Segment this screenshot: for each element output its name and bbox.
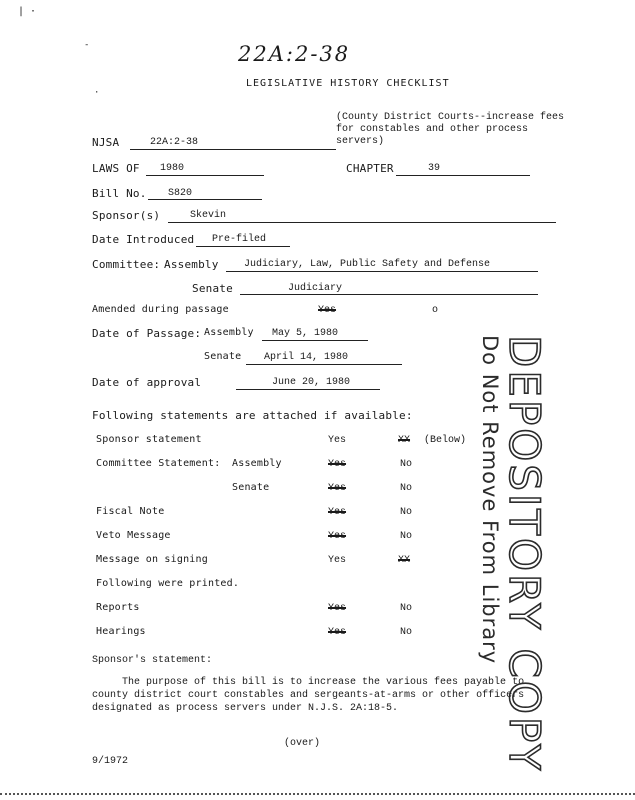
passage-senate-value: April 14, 1980 [264, 352, 349, 363]
chapter-label: CHAPTER [346, 162, 394, 175]
sponsor-statement-text: The purpose of this bill is to increase the various fees payable to county district court constables and sergeants-at-arms or other officers designated as process servers under N.J.S. 2A:18-5. [92, 677, 525, 714]
passage-senate-underline [246, 364, 402, 365]
veto-message-no: No [400, 531, 413, 542]
njsa-label: NJSA [92, 136, 120, 149]
laws-of-label: LAWS OF [92, 162, 140, 175]
committee-assembly-yes: Yes [328, 459, 347, 470]
committee-assembly-no: No [400, 459, 413, 470]
hearings-yes: Yes [328, 627, 347, 638]
njsa-underline [130, 149, 336, 150]
sponsor-label: Sponsor(s) [92, 209, 161, 222]
hearings-label: Hearings [96, 626, 146, 637]
fiscal-note-label: Fiscal Note [96, 506, 165, 517]
passage-senate-label: Senate [204, 351, 242, 362]
laws-of-value: 1980 [160, 163, 185, 174]
chapter-value: 39 [428, 163, 441, 174]
committee-senate-yes: Yes [328, 483, 347, 494]
passage-assembly-label: Assembly [204, 327, 254, 338]
corner-mark: | · [18, 6, 37, 17]
passage-assembly-value: May 5, 1980 [272, 328, 339, 339]
sponsor-underline [168, 222, 556, 223]
committee-senate-underline [240, 294, 538, 295]
bill-no-label: Bill No. [92, 187, 147, 200]
sponsor-statement-heading: Sponsor's statement: [92, 655, 213, 666]
bill-description: (County District Courts--increase fees for constables and other process servers) [336, 112, 565, 147]
date-of-approval-value: June 20, 1980 [272, 377, 351, 388]
committee-assembly-label: Assembly [164, 258, 219, 271]
chapter-underline [396, 175, 530, 176]
reports-label: Reports [96, 602, 140, 613]
reports-no: No [400, 603, 413, 614]
date-of-approval-underline [236, 389, 380, 390]
njsa-value: 22A:2-38 [150, 137, 199, 148]
stray-mark: - [84, 40, 90, 50]
over-note: (over) [284, 738, 321, 749]
message-on-signing-label: Message on signing [96, 554, 208, 565]
page-title: LEGISLATIVE HISTORY CHECKLIST [246, 78, 450, 89]
fiscal-note-yes: Yes [328, 507, 347, 518]
sponsor-value: Skevin [190, 210, 227, 221]
committee-senate-no: No [400, 483, 413, 494]
amended-yes: Yes [318, 305, 337, 316]
committee-label: Committee: [92, 258, 161, 271]
veto-message-label: Veto Message [96, 530, 171, 541]
fiscal-note-no: No [400, 507, 413, 518]
committee-senate-value: Judiciary [288, 283, 343, 294]
passage-assembly-underline [262, 340, 368, 341]
laws-of-underline [146, 175, 264, 176]
committee-statement-senate-label: Senate [232, 482, 270, 493]
bottom-dotted-edge [0, 793, 635, 799]
committee-assembly-value: Judiciary, Law, Public Safety and Defense [244, 259, 491, 270]
printed-intro: Following were printed. [96, 578, 240, 589]
amended-label: Amended during passage [92, 304, 229, 315]
message-on-signing-yes: Yes [328, 555, 347, 566]
sponsor-statement-note: (Below) [424, 435, 467, 446]
date-of-approval-label: Date of approval [92, 376, 202, 389]
reports-yes: Yes [328, 603, 347, 614]
form-code: 9/1972 [92, 756, 129, 767]
message-on-signing-no: XX [398, 555, 411, 566]
date-introduced-label: Date Introduced [92, 233, 195, 246]
committee-senate-label: Senate [192, 282, 233, 295]
committee-statement-assembly-label: Assembly [232, 458, 282, 469]
stamp-line-2: Do Not Remove From Library [478, 335, 502, 665]
depository-stamp [477, 335, 549, 773]
statements-intro: Following statements are attached if available: [92, 409, 413, 422]
amended-no: o [432, 305, 439, 316]
date-of-passage-label: Date of Passage: [92, 327, 202, 340]
hearings-no: No [400, 627, 413, 638]
stray-mark-2: · [94, 88, 100, 98]
date-introduced-underline [196, 246, 290, 247]
sponsor-statement-no: XX [398, 435, 411, 446]
date-introduced-value: Pre-filed [212, 234, 267, 245]
bill-no-underline [148, 199, 262, 200]
handwritten-file-number: 22A:2-38 [238, 42, 351, 66]
veto-message-yes: Yes [328, 531, 347, 542]
sponsor-statement-yes: Yes [328, 435, 347, 446]
committee-assembly-underline [226, 271, 538, 272]
bill-no-value: S820 [168, 188, 193, 199]
committee-statement-label: Committee Statement: [96, 458, 221, 469]
stamp-line-1: DEPOSITORY COPY [500, 335, 549, 773]
sponsor-statement-label: Sponsor statement [96, 434, 202, 445]
